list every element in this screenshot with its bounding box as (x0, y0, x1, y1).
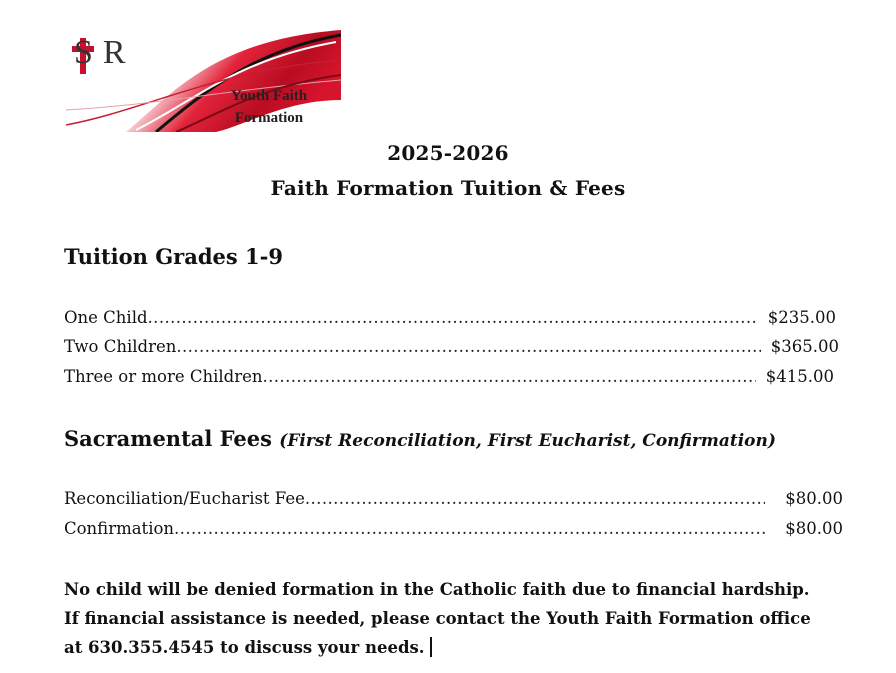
fee-amount: $415.00 (765, 367, 834, 386)
tuition-heading: Tuition Grades 1-9 (64, 244, 283, 269)
logo-line-1: Youth Faith (230, 88, 308, 104)
fee-label: Confirmation (64, 519, 175, 538)
logo-text (214, 85, 324, 129)
logo-line-2: Formation (234, 110, 304, 126)
leader-dots (305, 489, 765, 508)
fee-label: One Child (64, 308, 148, 327)
fee-row (64, 367, 834, 386)
note-line-3-wrap (64, 633, 854, 662)
logo-initials (74, 34, 124, 72)
note-line-2: If financial assistance is needed, please contact the Youth Faith Formation office (64, 609, 811, 628)
fee-label: Two Children (64, 337, 177, 356)
leader-dots (262, 367, 755, 386)
note-line-1: No child will be denied formation in the Catholic faith due to financial hardship. (64, 580, 810, 599)
leader-dots (174, 519, 765, 538)
fee-row (64, 489, 843, 508)
logo-initial-s: S (74, 34, 91, 71)
school-year: 2025-2026 (387, 141, 509, 165)
fee-amount: $80.00 (785, 489, 843, 508)
logo-initial-r: R (102, 34, 124, 71)
fee-row (64, 519, 843, 538)
fee-label: Reconciliation/Eucharist Fee (64, 489, 305, 508)
fee-row (64, 308, 836, 327)
fee-amount: $235.00 (767, 308, 836, 327)
sacramental-subheading: (First Reconciliation, First Eucharist, Confirmation) (279, 431, 776, 451)
page-title: Faith Formation Tuition & Fees (270, 176, 626, 200)
sacramental-heading (64, 426, 776, 451)
parish-logo (66, 30, 341, 132)
text-cursor (430, 637, 432, 657)
note-line-3: at 630.355.4545 to discuss your needs. (64, 638, 425, 657)
fee-label: Three or more Children (64, 367, 263, 386)
financial-hardship-note (64, 575, 854, 662)
leader-dots (176, 337, 760, 356)
sacramental-heading-text: Sacramental Fees (64, 426, 272, 451)
leader-dots (148, 308, 758, 327)
fee-amount: $365.00 (770, 337, 839, 356)
fee-row (64, 337, 839, 356)
fee-amount: $80.00 (785, 519, 843, 538)
